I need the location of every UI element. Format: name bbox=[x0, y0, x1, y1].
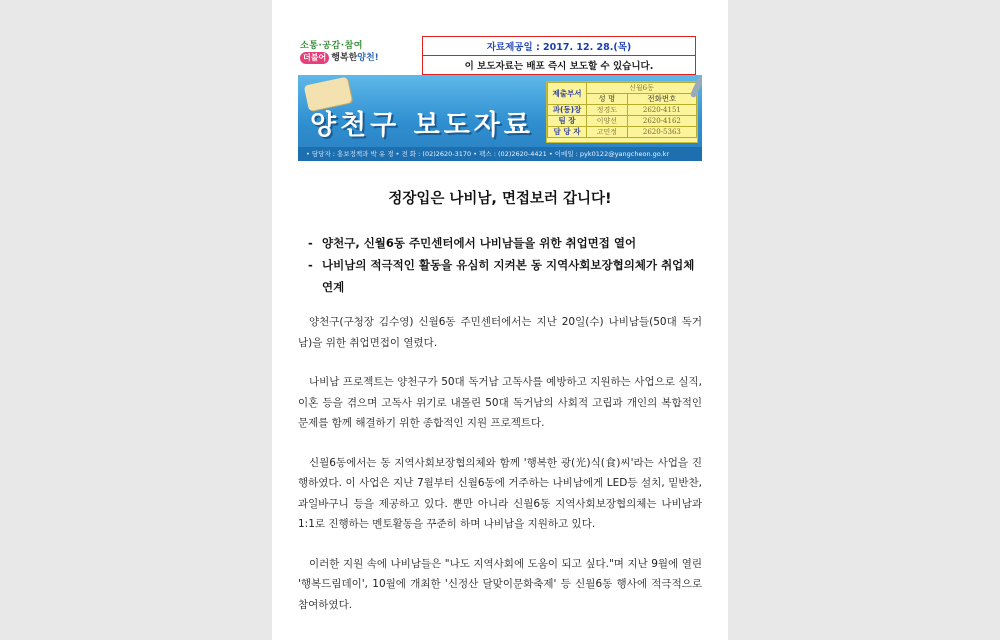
contact-role: 팀 장 bbox=[548, 116, 587, 127]
banner-contact-line: • 담당자 : 홍보정책과 박 유 경 • 전 화 : (02)2620-3170 • 팩스 : (02)2620-4421 • 이메일 : pyk0122@yangcheon.go.kr bbox=[298, 147, 702, 161]
release-info-box bbox=[422, 36, 696, 75]
summary-bullets bbox=[306, 232, 701, 298]
logo-city: 양천! bbox=[357, 53, 379, 63]
logo-happy-text: 행복한 bbox=[331, 53, 358, 63]
contact-table bbox=[547, 82, 697, 138]
contact-role: 과(동)장 bbox=[548, 105, 587, 116]
body-paragraph: 나비남 프로젝트는 양천구가 50대 독거남 고독사를 예방하고 지원하는 사업으로 실직, 이혼 등을 겪으며 고독사 위기로 내몰린 50대 독거남의 사회적 고립과 개인의 복합적인 문제를 함께 해결하기 위한 종합적인 지원 프로젝트다. bbox=[298, 376, 702, 429]
contact-name: 이양선 bbox=[587, 116, 628, 127]
summary-bullet: - 나비남의 적극적인 활동을 유심히 지켜본 동 지역사회보장협의체가 취업체 연계 bbox=[306, 254, 701, 298]
contact-sticky-note bbox=[546, 81, 698, 143]
name-header: 성 명 bbox=[587, 94, 628, 105]
contact-row bbox=[548, 105, 697, 116]
submit-dept-value: 신월6동 bbox=[587, 83, 697, 94]
body-paragraph: 이러한 지원 속에 나비남들은 "나도 지역사회에 도움이 되고 싶다."며 지난 9월에 열린 '행복드림데이', 10월에 개최한 '신정산 달맞이문화축제' 등 신월6동 행사에 적극적으로 참여하였다. bbox=[298, 557, 702, 611]
logo-slogan: 소통·공감·참여 bbox=[300, 41, 364, 51]
body-paragraph: 신월6동에서는 동 지역사회보장협의체와 함께 '행복한 광(光)식(食)씨'라는 사업을 진행하였다. 이 사업은 지난 7월부터 신월6동에 거주하는 나비남에게 LED등 설치, 밑반찬, 과일바구니 등을 제공하고 있다. 뿐만 아니라 신월6동 지역사회보장협의체는 나비남과 1:1로 진행하는 멘토활동을 꾸준히 하며 나비남을 지원하고 있다. bbox=[298, 456, 702, 530]
contact-phone: 2620-5363 bbox=[627, 127, 696, 138]
summary-bullet: - 양천구, 신월6동 주민센터에서 나비남들을 위한 취업면접 열어 bbox=[306, 232, 701, 254]
contact-name: 정경도 bbox=[587, 105, 628, 116]
article-headline: 정장입은 나비남, 면접보러 갑니다! bbox=[388, 191, 612, 207]
contact-name: 고민정 bbox=[587, 127, 628, 138]
article-body bbox=[298, 312, 702, 634]
submit-dept-label: 제출부서 bbox=[548, 83, 587, 105]
logo-happy-badge: 더불어 bbox=[300, 52, 329, 64]
contact-role: 담 당 자 bbox=[548, 127, 587, 138]
contact-row bbox=[548, 127, 697, 138]
contact-phone: 2620-4162 bbox=[627, 116, 696, 127]
contact-row bbox=[548, 116, 697, 127]
yangcheon-logo bbox=[300, 40, 405, 70]
release-embargo-note: 이 보도자료는 배포 즉시 보도할 수 있습니다. bbox=[464, 61, 654, 72]
banner-title: 양천구 보도자료 bbox=[310, 110, 534, 141]
body-paragraph: 양천구(구청장 김수영) 신월6동 주민센터에서는 지난 20일(수) 나비남들(50대 독거남)을 위한 취업면접이 열렸다. bbox=[298, 316, 702, 349]
contact-phone: 2620-4151 bbox=[627, 105, 696, 116]
phone-header: 전화번호 bbox=[627, 94, 696, 105]
logo-tagline bbox=[300, 52, 405, 64]
press-release-banner bbox=[298, 75, 702, 161]
release-date: 자료제공일 : 2017. 12. 28.(목) bbox=[423, 37, 695, 56]
document-page bbox=[272, 0, 728, 640]
